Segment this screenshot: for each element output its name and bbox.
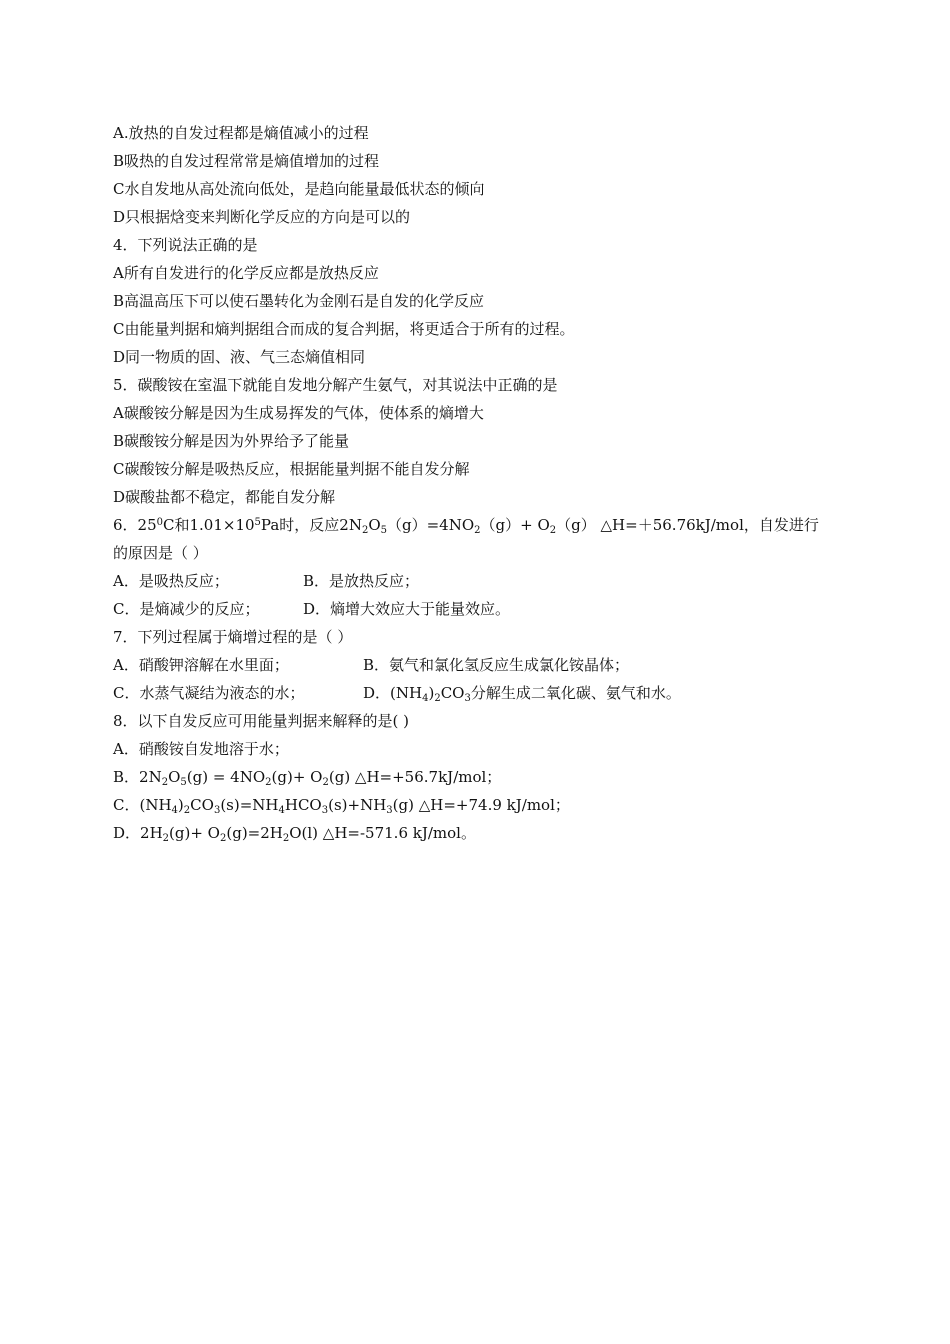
q8-option-c: C．$(NH_4)_2CO_3(s)=NH_4HCO_3(s)+NH_3(g)$ △H=+74.9 kJ/mol；: [113, 796, 570, 816]
q7-options-cd: [113, 679, 853, 707]
q5-option-a: A碳酸铵分解是因为生成易挥发的气体，使体系的熵增大: [113, 404, 484, 422]
q7-option-a: A．硝酸钾溶解在水里面；: [113, 656, 289, 674]
q5-option-d: D碳酸盐都不稳定，都能自发分解: [113, 488, 336, 506]
q6-stem: 6．$25^0C$和$1.01\times 10^5Pa$时，反应$2N_2O_5(g)=4NO_2(g)+ O_2(g)$ △H=＋56.76kJ/mol，自发进行: [113, 516, 819, 536]
q7-option-c: C．水蒸气凝结为液态的水；: [113, 684, 305, 702]
q3-option-d: D只根据焓变来判断化学反应的方向是可以的: [113, 208, 411, 226]
q6-stem-line2: 的原因是（ ）: [113, 544, 208, 562]
q8-option-d: D．$2H_2(g)+ O_2(g)=2H_2O(l)$ △H=-571.6 kJ/mol。: [113, 824, 476, 844]
q7-option-b: B．氨气和氯化氢反应生成氯化铵晶体；: [363, 656, 630, 674]
q3-option-a: A.放热的自发过程都是熵值减小的过程: [113, 124, 369, 142]
q6-option-d: D．熵增大效应大于能量效应。: [303, 600, 511, 618]
question-text-block: [113, 119, 853, 847]
q8-stem: 8．以下自发反应可用能量判据来解释的是( ): [113, 712, 410, 730]
q4-stem: 4．下列说法正确的是: [113, 236, 258, 254]
q6-option-a: A．是吸热反应；: [113, 572, 229, 590]
q6-option-c: C．是熵减少的反应；: [113, 600, 260, 618]
q3-option-c: C水自发地从高处流向低处，是趋向能量最低状态的倾向: [113, 180, 485, 198]
q3-option-b: B吸热的自发过程常常是熵值增加的过程: [113, 152, 380, 170]
q6-options-cd: [113, 595, 853, 623]
q8-option-b: B．$2N_2O_5(g) = 4NO_2(g)+ O_2(g)$ △H=+56.7kJ/mol；: [113, 768, 502, 788]
q7-option-d: D．$(NH_4)_2CO_3$分解生成二氧化碳、氨气和水。: [363, 684, 681, 704]
q4-option-c: C由能量判据和熵判据组合而成的复合判据，将更适合于所有的过程。: [113, 320, 575, 338]
q5-stem: 5．碳酸铵在室温下就能自发地分解产生氨气，对其说法中正确的是: [113, 376, 558, 394]
q5-option-c: C碳酸铵分解是吸热反应，根据能量判据不能自发分解: [113, 460, 470, 478]
q7-options-ab: [113, 651, 853, 679]
q5-option-b: B碳酸铵分解是因为外界给予了能量: [113, 432, 350, 450]
q6-option-b: B．是放热反应；: [303, 572, 420, 590]
q8-option-a: A．硝酸铵自发地溶于水；: [113, 740, 289, 758]
q4-option-b: B高温高压下可以使石墨转化为金刚石是自发的化学反应: [113, 292, 485, 310]
q7-stem: 7．下列过程属于熵增过程的是（ ）: [113, 628, 353, 646]
q4-option-d: D同一物质的固、液、气三态熵值相同: [113, 348, 366, 366]
q4-option-a: A所有自发进行的化学反应都是放热反应: [113, 264, 379, 282]
q6-options-ab: [113, 567, 853, 595]
